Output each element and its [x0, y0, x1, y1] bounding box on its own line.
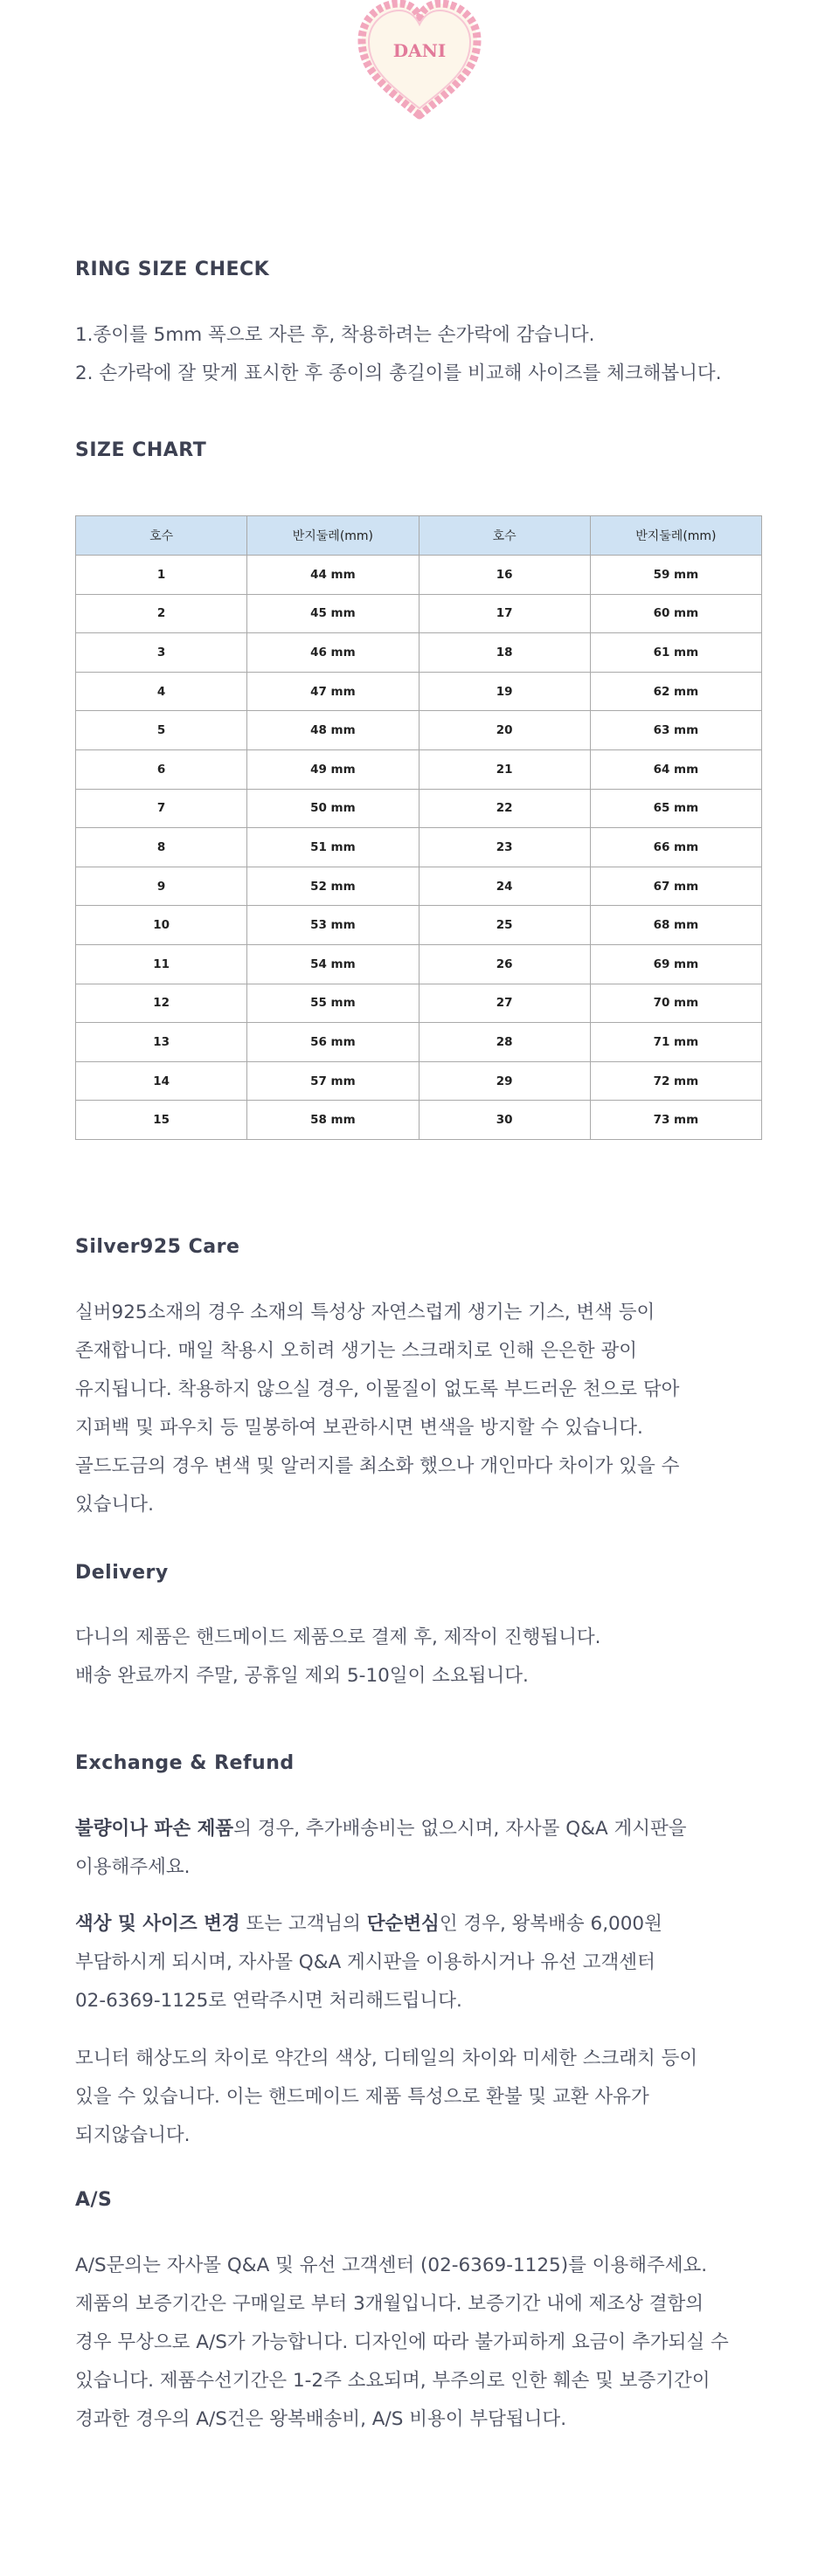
table-row	[76, 828, 762, 867]
circumference-cell: 67 mm	[590, 867, 761, 906]
circumference-cell: 70 mm	[590, 984, 761, 1023]
exchange-defect-text	[75, 1810, 687, 1887]
circumference-cell: 53 mm	[247, 906, 419, 945]
as-line: 있습니다. 제품수선기간은 1-2주 소요되며, 부주의로 인한 훼손 및 보증기간이	[75, 2370, 711, 2392]
table-row	[76, 906, 762, 945]
table-row	[76, 1061, 762, 1101]
silver-care-line: 있습니다.	[75, 1494, 154, 1516]
size-number-cell: 26	[419, 944, 590, 984]
delivery-heading: Delivery	[75, 1562, 169, 1584]
simple-change-bold: 단순변심	[366, 1913, 440, 1935]
as-text	[75, 2247, 729, 2439]
delivery-line: 다니의 제품은 핸드메이드 제품으로 결제 후, 제작이 진행됩니다.	[75, 1626, 601, 1648]
silver-care-line: 실버925소재의 경우 소재의 특성상 자연스럽게 생기는 기스, 변색 등이	[75, 1302, 655, 1323]
circumference-cell: 56 mm	[247, 1023, 419, 1062]
circumference-cell: 59 mm	[590, 556, 761, 595]
circumference-cell: 62 mm	[590, 672, 761, 711]
size-number-cell: 24	[419, 867, 590, 906]
size-number-cell: 14	[76, 1061, 247, 1101]
change-line-2: 부담하시게 되시며, 자사몰 Q&A 게시판을 이용하시거나 유선 고객센터	[75, 1951, 655, 1973]
table-header-row	[76, 516, 762, 556]
monitor-line: 모니터 해상도의 차이로 약간의 색상, 디테일의 차이와 미세한 스크래치 등이	[75, 2048, 698, 2069]
circumference-cell: 47 mm	[247, 672, 419, 711]
circumference-cell: 72 mm	[590, 1061, 761, 1101]
size-number-cell: 9	[76, 867, 247, 906]
change-bold: 색상 및 사이즈 변경	[75, 1913, 240, 1935]
size-number-cell: 10	[76, 906, 247, 945]
size-number-cell: 21	[419, 749, 590, 789]
circumference-cell: 55 mm	[247, 984, 419, 1023]
size-number-cell: 5	[76, 711, 247, 750]
table-row	[76, 633, 762, 673]
circumference-cell: 57 mm	[247, 1061, 419, 1101]
silver-care-line: 지퍼백 및 파우치 등 밀봉하여 보관하시면 변색을 방지할 수 있습니다.	[75, 1417, 643, 1439]
exchange-refund-heading: Exchange & Refund	[75, 1752, 295, 1774]
silver-care-line: 존재합니다. 매일 착용시 오히려 생기는 스크래치로 인해 은은한 광이	[75, 1340, 638, 1362]
silver-care-line: 골드도금의 경우 변색 및 알러지를 최소화 했으나 개인마다 차이가 있을 수	[75, 1455, 680, 1477]
size-number-cell: 29	[419, 1061, 590, 1101]
size-number-cell: 11	[76, 944, 247, 984]
circumference-cell: 58 mm	[247, 1101, 419, 1140]
table-row	[76, 711, 762, 750]
size-number-cell: 25	[419, 906, 590, 945]
size-number-cell: 8	[76, 828, 247, 867]
circumference-cell: 73 mm	[590, 1101, 761, 1140]
table-row	[76, 789, 762, 828]
monitor-line: 있을 수 있습니다. 이는 핸드메이드 제품 특성으로 환불 및 교환 사유가	[75, 2086, 649, 2108]
as-line: A/S문의는 자사몰 Q&A 및 유선 고객센터 (02-6369-1125)를 이용해주세요.	[75, 2255, 708, 2276]
ring-size-step-1: 1.종이를 5mm 폭으로 자른 후, 착용하려는 손가락에 감습니다.	[75, 324, 595, 346]
circumference-cell: 54 mm	[247, 944, 419, 984]
col-header-size: 호수	[419, 516, 590, 556]
size-number-cell: 12	[76, 984, 247, 1023]
monitor-line: 되지않습니다.	[75, 2124, 191, 2146]
table-row	[76, 944, 762, 984]
defect-bold: 불량이나 파손 제품	[75, 1818, 234, 1840]
ring-size-check-heading: RING SIZE CHECK	[75, 259, 270, 280]
size-number-cell: 19	[419, 672, 590, 711]
table-row	[76, 1101, 762, 1140]
size-chart-heading: SIZE CHART	[75, 439, 207, 461]
circumference-cell: 69 mm	[590, 944, 761, 984]
table-row	[76, 867, 762, 906]
exchange-monitor-text	[75, 2040, 697, 2155]
circumference-cell: 49 mm	[247, 749, 419, 789]
size-number-cell: 4	[76, 672, 247, 711]
circumference-cell: 51 mm	[247, 828, 419, 867]
size-chart-body	[76, 556, 762, 1140]
size-number-cell: 22	[419, 789, 590, 828]
table-row	[76, 984, 762, 1023]
size-number-cell: 18	[419, 633, 590, 673]
size-number-cell: 17	[419, 594, 590, 633]
delivery-line: 배송 완료까지 주말, 공휴일 제외 5-10일이 소요됩니다.	[75, 1665, 529, 1687]
silver-care-heading: Silver925 Care	[75, 1236, 240, 1258]
table-row	[76, 672, 762, 711]
col-header-circumference: 반지둘레(mm)	[247, 516, 419, 556]
size-number-cell: 15	[76, 1101, 247, 1140]
circumference-cell: 66 mm	[590, 828, 761, 867]
as-line: 제품의 보증기간은 구매일로 부터 3개월입니다. 보증기간 내에 제조상 결함의	[75, 2293, 704, 2315]
circumference-cell: 71 mm	[590, 1023, 761, 1062]
table-row	[76, 556, 762, 595]
circumference-cell: 60 mm	[590, 594, 761, 633]
defect-line-2: 이용해주세요.	[75, 1856, 191, 1878]
ring-size-check-text	[75, 316, 722, 393]
ring-size-step-2: 2. 손가락에 잘 맞게 표시한 후 종이의 총길이를 비교해 사이즈를 체크해봅니다.	[75, 363, 722, 384]
exchange-change-text	[75, 1905, 662, 2020]
change-mid: 또는 고객님의	[239, 1913, 367, 1935]
change-line-3: 02-6369-1125로 연락주시면 처리해드립니다.	[75, 1990, 462, 2012]
defect-rest: 의 경우, 추가배송비는 없으시며, 자사몰 Q&A 게시판을	[233, 1818, 687, 1840]
circumference-cell: 45 mm	[247, 594, 419, 633]
size-chart-table	[75, 515, 762, 1140]
size-number-cell: 3	[76, 633, 247, 673]
size-number-cell: 27	[419, 984, 590, 1023]
circumference-cell: 48 mm	[247, 711, 419, 750]
col-header-size: 호수	[76, 516, 247, 556]
circumference-cell: 63 mm	[590, 711, 761, 750]
as-heading: A/S	[75, 2189, 113, 2211]
circumference-cell: 68 mm	[590, 906, 761, 945]
circumference-cell: 61 mm	[590, 633, 761, 673]
size-number-cell: 7	[76, 789, 247, 828]
size-number-cell: 16	[419, 556, 590, 595]
circumference-cell: 52 mm	[247, 867, 419, 906]
circumference-cell: 50 mm	[247, 789, 419, 828]
table-row	[76, 594, 762, 633]
col-header-circumference: 반지둘레(mm)	[590, 516, 761, 556]
size-number-cell: 2	[76, 594, 247, 633]
logo-text: DANI	[392, 40, 447, 61]
circumference-cell: 44 mm	[247, 556, 419, 595]
table-row	[76, 749, 762, 789]
as-line: 경과한 경우의 A/S건은 왕복배송비, A/S 비용이 부담됩니다.	[75, 2408, 567, 2430]
silver-care-line: 유지됩니다. 착용하지 않으실 경우, 이물질이 없도록 부드러운 천으로 닦아	[75, 1378, 680, 1400]
dani-logo	[350, 0, 489, 122]
delivery-text	[75, 1619, 601, 1695]
silver-care-text	[75, 1294, 679, 1524]
size-number-cell: 23	[419, 828, 590, 867]
change-rest: 인 경우, 왕복배송 6,000원	[439, 1913, 662, 1935]
size-number-cell: 30	[419, 1101, 590, 1140]
circumference-cell: 65 mm	[590, 789, 761, 828]
size-number-cell: 20	[419, 711, 590, 750]
as-line: 경우 무상으로 A/S가 가능합니다. 디자인에 따라 불가피하게 요금이 추가되실 수	[75, 2331, 729, 2353]
table-row	[76, 1023, 762, 1062]
size-number-cell: 1	[76, 556, 247, 595]
heart-logo-icon	[350, 0, 489, 122]
circumference-cell: 64 mm	[590, 749, 761, 789]
size-number-cell: 28	[419, 1023, 590, 1062]
circumference-cell: 46 mm	[247, 633, 419, 673]
size-number-cell: 13	[76, 1023, 247, 1062]
size-number-cell: 6	[76, 749, 247, 789]
